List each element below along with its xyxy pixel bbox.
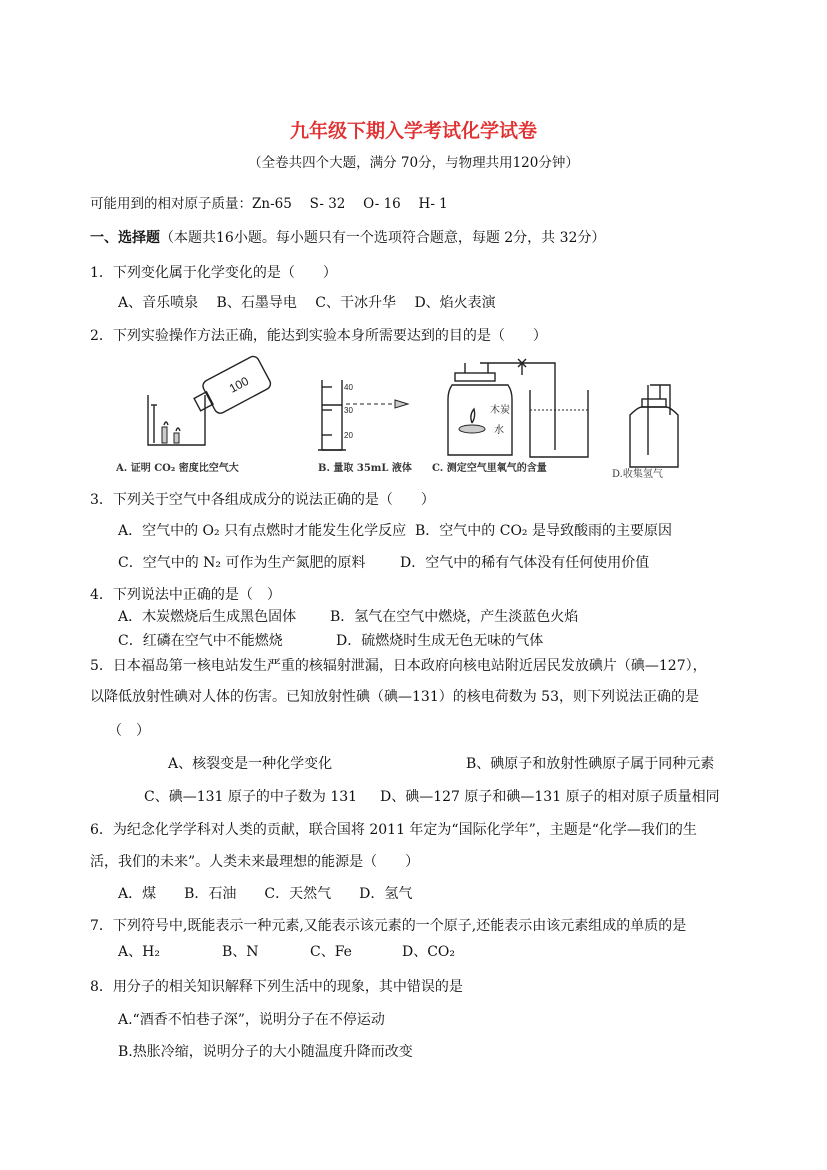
caption-d: D.收集氢气	[612, 469, 663, 480]
q4-option-c: C．红磷在空气中不能燃烧	[118, 633, 283, 649]
bottle-label: 100	[226, 373, 252, 396]
q4-stem: 4．下列说法中正确的是（ ）	[90, 587, 281, 603]
label-water: 水	[494, 425, 504, 436]
q6-line-2: 活，我们的未来”。人类未来最理想的能源是（ ）	[90, 854, 420, 870]
q8-stem: 8．用分子的相关知识解释下列生活中的现象，其中错误的是	[90, 979, 463, 995]
q5-option-c: C、碘—131 原子的中子数为 131	[144, 789, 358, 805]
q3-option-d: D．空气中的稀有气体没有任何使用价值	[400, 555, 650, 571]
q2-stem: 2．下列实验操作方法正确，能达到实验本身所需要达到的目的是（ ）	[90, 328, 547, 344]
q4-option-b: B．氢气在空气中燃烧，产生淡蓝色火焰	[330, 609, 579, 625]
q8-option-a: A.“酒香不怕巷子深”，说明分子在不停运动	[118, 1012, 385, 1028]
apparatus-c-jar	[448, 359, 588, 457]
q7-stem: 7．下列符号中,既能表示一种元素,又能表示该元素的一个原子,还能表示由该元素组成的单质的是	[90, 918, 687, 934]
section-title: 一、选择题	[90, 230, 160, 246]
section-heading	[90, 227, 605, 247]
q1-options: A、音乐喷泉 B、石墨导电 C、干冰升华 D、焰火表演	[118, 295, 496, 311]
q6-line-1: 6．为纪念化学学科对人类的贡献，联合国将 2011 年定为“国际化学年”，主题是“化学—我们的生	[90, 822, 697, 838]
q7-option-c: C、Fe	[310, 944, 352, 960]
section-description: （本题共16小题。每小题只有一个选项符合题意，每题 2分，共 32分）	[160, 230, 606, 246]
q5-option-a: A、核裂变是一种化学变化	[168, 756, 333, 772]
q5-line-2: 以降低放射性碘对人体的伤害。已知放射性碘（碘—131）的核电荷数为 53，则下列说法正确的是	[90, 689, 699, 705]
caption-c: C. 测定空气里氧气的含量	[432, 463, 547, 474]
caption-a: A. 证明 CO₂ 密度比空气大	[116, 463, 239, 474]
q7-option-d: D、CO₂	[402, 944, 456, 960]
apparatus-b-cylinder	[318, 380, 408, 450]
cyl-tick-40: 40	[344, 383, 353, 392]
q3-option-a: A．空气中的 O₂ 只有点燃时才能发生化学反应	[118, 523, 407, 539]
q5-line-1: 5．日本福岛第一核电站发生严重的核辐射泄漏，日本政府向核电站附近居民发放碘片（碘—127），	[90, 658, 707, 674]
label-charcoal: 木炭	[490, 405, 510, 416]
cyl-tick-20: 20	[344, 431, 353, 440]
q5-option-d: D、碘—127 原子和碘—131 原子的相对原子质量相同	[380, 789, 720, 805]
q3-stem: 3．下列关于空气中各组成成分的说法正确的是（ ）	[90, 492, 435, 508]
caption-b: B. 量取 35mL 液体	[318, 463, 412, 474]
apparatus-d-bottle	[630, 385, 678, 467]
q3-option-b: B．空气中的 CO₂ 是导致酸雨的主要原因	[415, 523, 672, 539]
q4-option-a: A．木炭燃烧后生成黑色固体	[118, 609, 297, 625]
exam-subtitle: （全卷共四个大题，满分 70分，与物理共用120分钟）	[248, 155, 579, 171]
q7-option-a: A、H₂	[118, 944, 160, 960]
apparatus-a-bottle	[189, 355, 272, 421]
q5-answer-paren: （ ）	[108, 723, 150, 739]
q8-option-b: B.热胀冷缩，说明分子的大小随温度升降而改变	[118, 1044, 413, 1060]
q3-option-c: C．空气中的 N₂ 可作为生产氮肥的原料	[118, 555, 366, 571]
q1-stem: 1．下列变化属于化学变化的是（ ）	[90, 265, 337, 281]
q5-option-b: B、碘原子和放射性碘原子属于同种元素	[466, 756, 715, 772]
atomic-mass-line: 可能用到的相对原子质量：Zn-65 S- 32 O- 16 H- 1	[90, 196, 448, 212]
q4-option-d: D．硫燃烧时生成无色无味的气体	[336, 633, 544, 649]
q7-option-b: B、N	[222, 944, 259, 960]
cyl-tick-30: 30	[344, 406, 353, 415]
q6-options: A．煤 B．石油 C．天然气 D．氢气	[118, 886, 413, 902]
page-title: 九年级下期入学考试化学试卷	[289, 120, 537, 142]
